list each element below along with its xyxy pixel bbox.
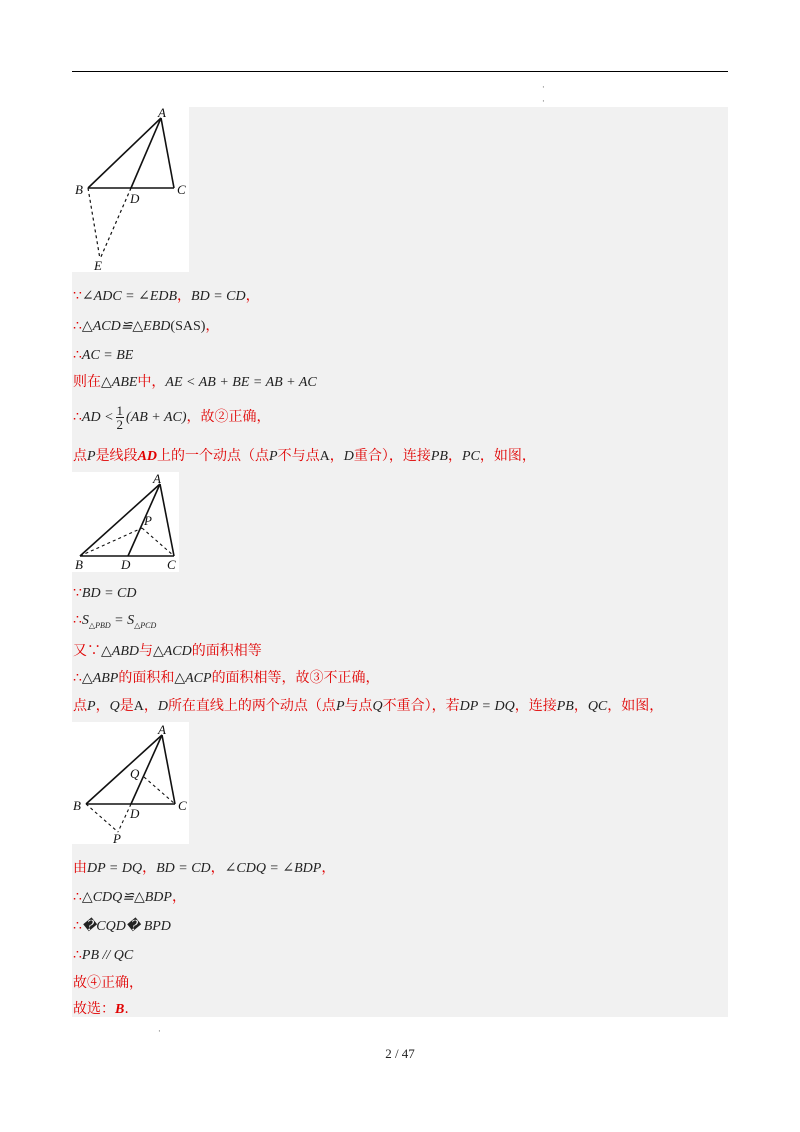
vertex-label-c: C xyxy=(177,182,186,197)
stray-dot: · xyxy=(542,83,545,93)
line-4: 则在△ABE中，AE < AB + BE = AB + AC xyxy=(73,374,317,390)
line-5: ∴AD < $\frac{1}{2}$ (AB + AC)，故②正确， xyxy=(73,402,271,432)
line-13: ∴△CDQ≌△BDP， xyxy=(73,889,186,905)
line-3: ∴AC = BE xyxy=(73,347,134,363)
line-14: ∴�CQD� BPD xyxy=(73,918,171,934)
vertex-label-c: C xyxy=(178,798,187,813)
figure-triangle-abc-with-p xyxy=(72,472,179,572)
vertex-label-p: P xyxy=(144,513,152,528)
line-6: 点P是线段AD上的一个动点（点P不与点A，D重合），连接PB，PC，如图， xyxy=(73,448,536,464)
vertex-label-b: B xyxy=(75,182,83,197)
line-11: 点P，Q是A，D所在直线上的两个动点（点P与点Q不重合），若DP = DQ，连接PB，QC，如图， xyxy=(73,698,664,714)
vertex-label-b: B xyxy=(73,798,81,813)
header-rule xyxy=(72,71,728,72)
line-7: ∵BD = CD xyxy=(73,585,137,601)
fraction-one-half: $\frac{1}{2}$ xyxy=(116,402,124,432)
stray-dot: · xyxy=(542,97,545,107)
vertex-label-c: C xyxy=(167,557,176,572)
line-16: 故④正确， xyxy=(73,975,143,991)
vertex-label-e: E xyxy=(94,258,102,272)
line-17: 故选：B. xyxy=(73,1001,129,1017)
vertex-label-d: D xyxy=(130,806,140,821)
vertex-label-d: D xyxy=(121,557,131,572)
vertex-label-a: A xyxy=(158,107,166,120)
line-2: ∴△ACD≌△EBD(SAS)， xyxy=(73,318,220,334)
vertex-label-p: P xyxy=(113,831,121,844)
line-9: 又∵△ABD与△ACD的面积相等 xyxy=(73,643,262,659)
line-1: ∵∠ADC = ∠EDB，BD = CD， xyxy=(73,288,260,304)
vertex-label-a: A xyxy=(158,722,166,737)
stray-dot: · xyxy=(158,1027,161,1037)
vertex-label-b: B xyxy=(75,557,83,572)
vertex-label-a: A xyxy=(153,472,161,486)
line-15: ∴PB // QC xyxy=(73,947,134,963)
line-12: 由DP = DQ，BD = CD，∠CDQ = ∠BDP， xyxy=(73,860,336,876)
figure-triangle-abc-with-e xyxy=(72,107,189,272)
line-8: $\therefore S_{\triangle PBD} = S_{\triangle PCD}$ xyxy=(73,612,157,630)
line-10: ∴△ABP的面积和△ACP的面积相等，故③不正确， xyxy=(73,670,380,686)
figure-triangle-abc-with-q-p xyxy=(72,722,189,844)
page-number: 2 / 47 xyxy=(385,1046,415,1061)
vertex-label-d: D xyxy=(130,191,140,206)
vertex-label-q: Q xyxy=(130,766,140,781)
